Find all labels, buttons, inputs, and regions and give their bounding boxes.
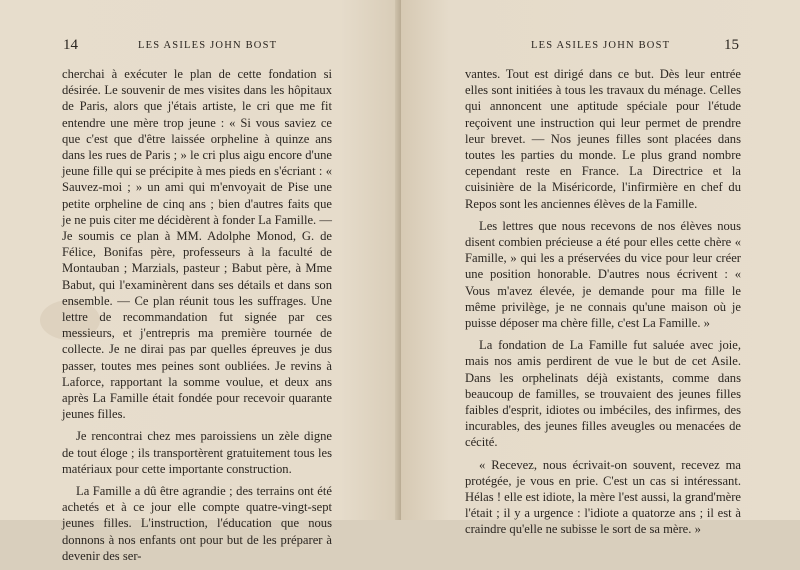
paragraph: Je rencontrai chez mes paroissiens un zèle digne de tout éloge ; ils transportèrent gratuitement tous les matériaux pour cette importante construction.: [62, 429, 332, 476]
right-page-text: [465, 66, 741, 544]
paragraph: vantes. Tout est dirigé dans ce but. Dès leur entrée elles sont initiées à tous les travaux du ménage. Celles qui annoncent une aptitude spéciale pour l'étude reçoivent une instruction qui leur permet de prendre leur brevet. — Nos jeunes filles sont placées dans toutes les parties du monde. Le plus grand nombre cependant reste en France. La Directrice et la cuisinière de la Miséricorde, l'infirmière en chef du Repos sont les anciennes élèves de la Famille.: [465, 67, 741, 211]
page-number: 15: [724, 37, 739, 53]
paragraph: La Famille a dû être agrandie ; des terrains ont été achetés et à ce jour elle compte quatre-vingt-sept jeunes filles. L'instruction, l'éducation que nous donnons à nos enfants ont pour but de les préparer à devenir des ser-: [62, 484, 332, 563]
left-page: [0, 0, 399, 563]
page-number: 14: [63, 37, 78, 53]
paragraph: Les lettres que nous recevons de nos élèves nous disent combien précieuse a été pour elles cette chère « Famille, » qui les a préservées du vice pour leur créer une position honorable. D'autres nous écrivent : « Vous m'avez élevée, je demande pour ma fille le même privilège, je ne connais qu'une maison où je puisse déposer ma chère fille, c'est La Famille. »: [465, 218, 741, 331]
paragraph: La fondation de La Famille fut saluée avec joie, mais nos amis perdirent de vue le but de cet Asile. Dans les orphelinats déjà existants, comme dans beaucoup de familles, se trouvaient des jeunes filles faibles d'esprit, idiotes ou imbéciles, des infirmes, des incurables, des jeunes filles aveugles ou menacées de cécité.: [465, 338, 741, 450]
paragraph: « Recevez, nous écrivait-on souvent, recevez ma protégée, je vous en prie. C'est un cas si intéressant. Hélas ! elle est idiote, la mère l'est aussi, la grand'mère l'était ; il y a urgence : l'idiote a quatorze ans ; il est à craindre qu'elle ne subisse le sort de sa mère. »: [465, 457, 741, 537]
paragraph: cherchai à exécuter le plan de cette fondation si désirée. Le souvenir de mes visites dans les hôpitaux de Paris, alors que j'étais artiste, le cri que me fit entendre une mère trop jeune : « Si vous saviez ce que c'est que d'être laissée orpheline à quinze ans dans les rues de Paris ; » le cri plus aigu encore d'une jeune fille qui se précipite à mes pieds en s'écriant : « Sauvez-moi ; » un ami qui m'envoyait de Pise une petite orpheline de cinq ans ; bien d'autres faits que je ne puis citer me décidèrent à fonder La Famille. — Je soumis ce plan à MM. Adolphe Monod, G. de Félice, Bonifas père, professeurs à la faculté de Montauban ; Marzials, pasteur ; Babut père, à Mme Babut, qui l'examinèrent dans ses détails et dans son ensemble. — Ce plan réunit tous les suffrages. Une lettre de recommandation fut signée par ces messieurs, et j'entrepris ma première tournée de collecte. Je ne dirai pas par quelles épreuves je dus passer, toutes mes peines sont oubliées. Je revins à Laforce, rapportant la somme voulue, et deux ans après La Famille était fondée pour recevoir quarante jeunes filles.: [62, 67, 332, 422]
left-page-text: [62, 66, 332, 570]
running-head: LES ASILES JOHN BOST: [138, 40, 278, 51]
right-page: [401, 0, 800, 537]
running-head: LES ASILES JOHN BOST: [531, 40, 671, 51]
